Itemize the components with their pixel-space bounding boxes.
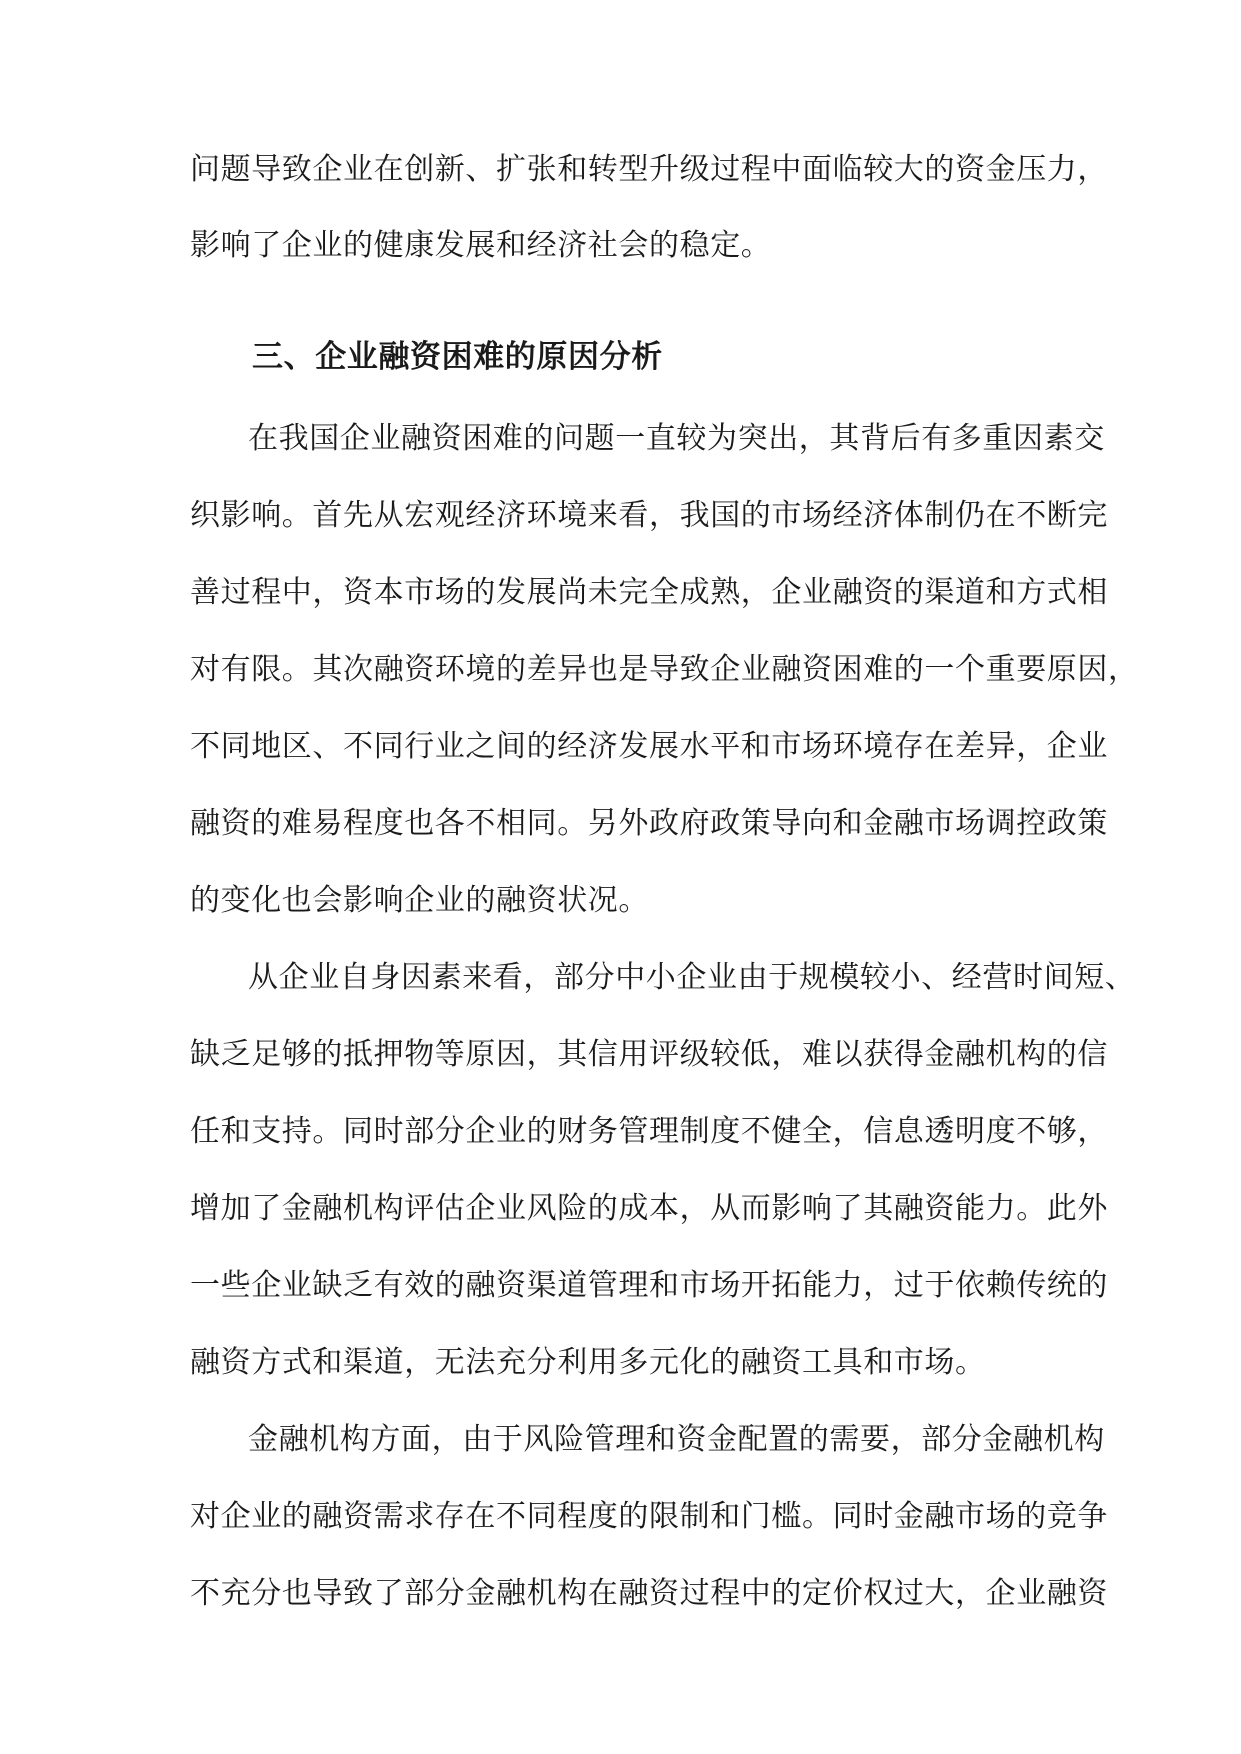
text-line: 对企业的融资需求存在不同程度的限制和门槛。同时金融市场的竞争: [190, 1499, 1108, 1534]
text-line: 影响了企业的健康发展和经济社会的稳定。: [190, 228, 772, 263]
text-line: 织影响。首先从宏观经济环境来看，我国的市场经济体制仍在不断完: [190, 498, 1108, 533]
text-line: 缺乏足够的抵押物等原因，其信用评级较低，难以获得金融机构的信: [190, 1037, 1108, 1072]
text-line: 从企业自身因素来看，部分中小企业由于规模较小、经营时间短、: [248, 960, 1136, 995]
text-line: 融资方式和渠道，无法充分利用多元化的融资工具和市场。: [190, 1345, 986, 1380]
text-line: 增加了金融机构评估企业风险的成本，从而影响了其融资能力。此外: [190, 1191, 1108, 1226]
text-line: 融资的难易程度也各不相同。另外政府政策导向和金融市场调控政策: [190, 806, 1108, 841]
text-line: 的变化也会影响企业的融资状况。: [190, 883, 649, 918]
text-line: 一些企业缺乏有效的融资渠道管理和市场开拓能力，过于依赖传统的: [190, 1268, 1108, 1303]
text-line: 不同地区、不同行业之间的经济发展水平和市场环境存在差异，企业: [190, 729, 1108, 764]
section-heading: 三、企业融资困难的原因分析: [252, 339, 663, 375]
text-line: 不充分也导致了部分金融机构在融资过程中的定价权过大，企业融资: [190, 1576, 1108, 1611]
text-line: 善过程中，资本市场的发展尚未完全成熟，企业融资的渠道和方式相: [190, 575, 1108, 610]
text-line: 问题导致企业在创新、扩张和转型升级过程中面临较大的资金压力，: [190, 152, 1108, 187]
text-line: 对有限。其次融资环境的差异也是导致企业融资困难的一个重要原因，: [190, 652, 1139, 687]
text-line: 在我国企业融资困难的问题一直较为突出，其背后有多重因素交: [248, 421, 1105, 456]
text-line: 任和支持。同时部分企业的财务管理制度不健全，信息透明度不够，: [190, 1114, 1108, 1149]
text-line: 金融机构方面，由于风险管理和资金配置的需要，部分金融机构: [248, 1422, 1105, 1457]
